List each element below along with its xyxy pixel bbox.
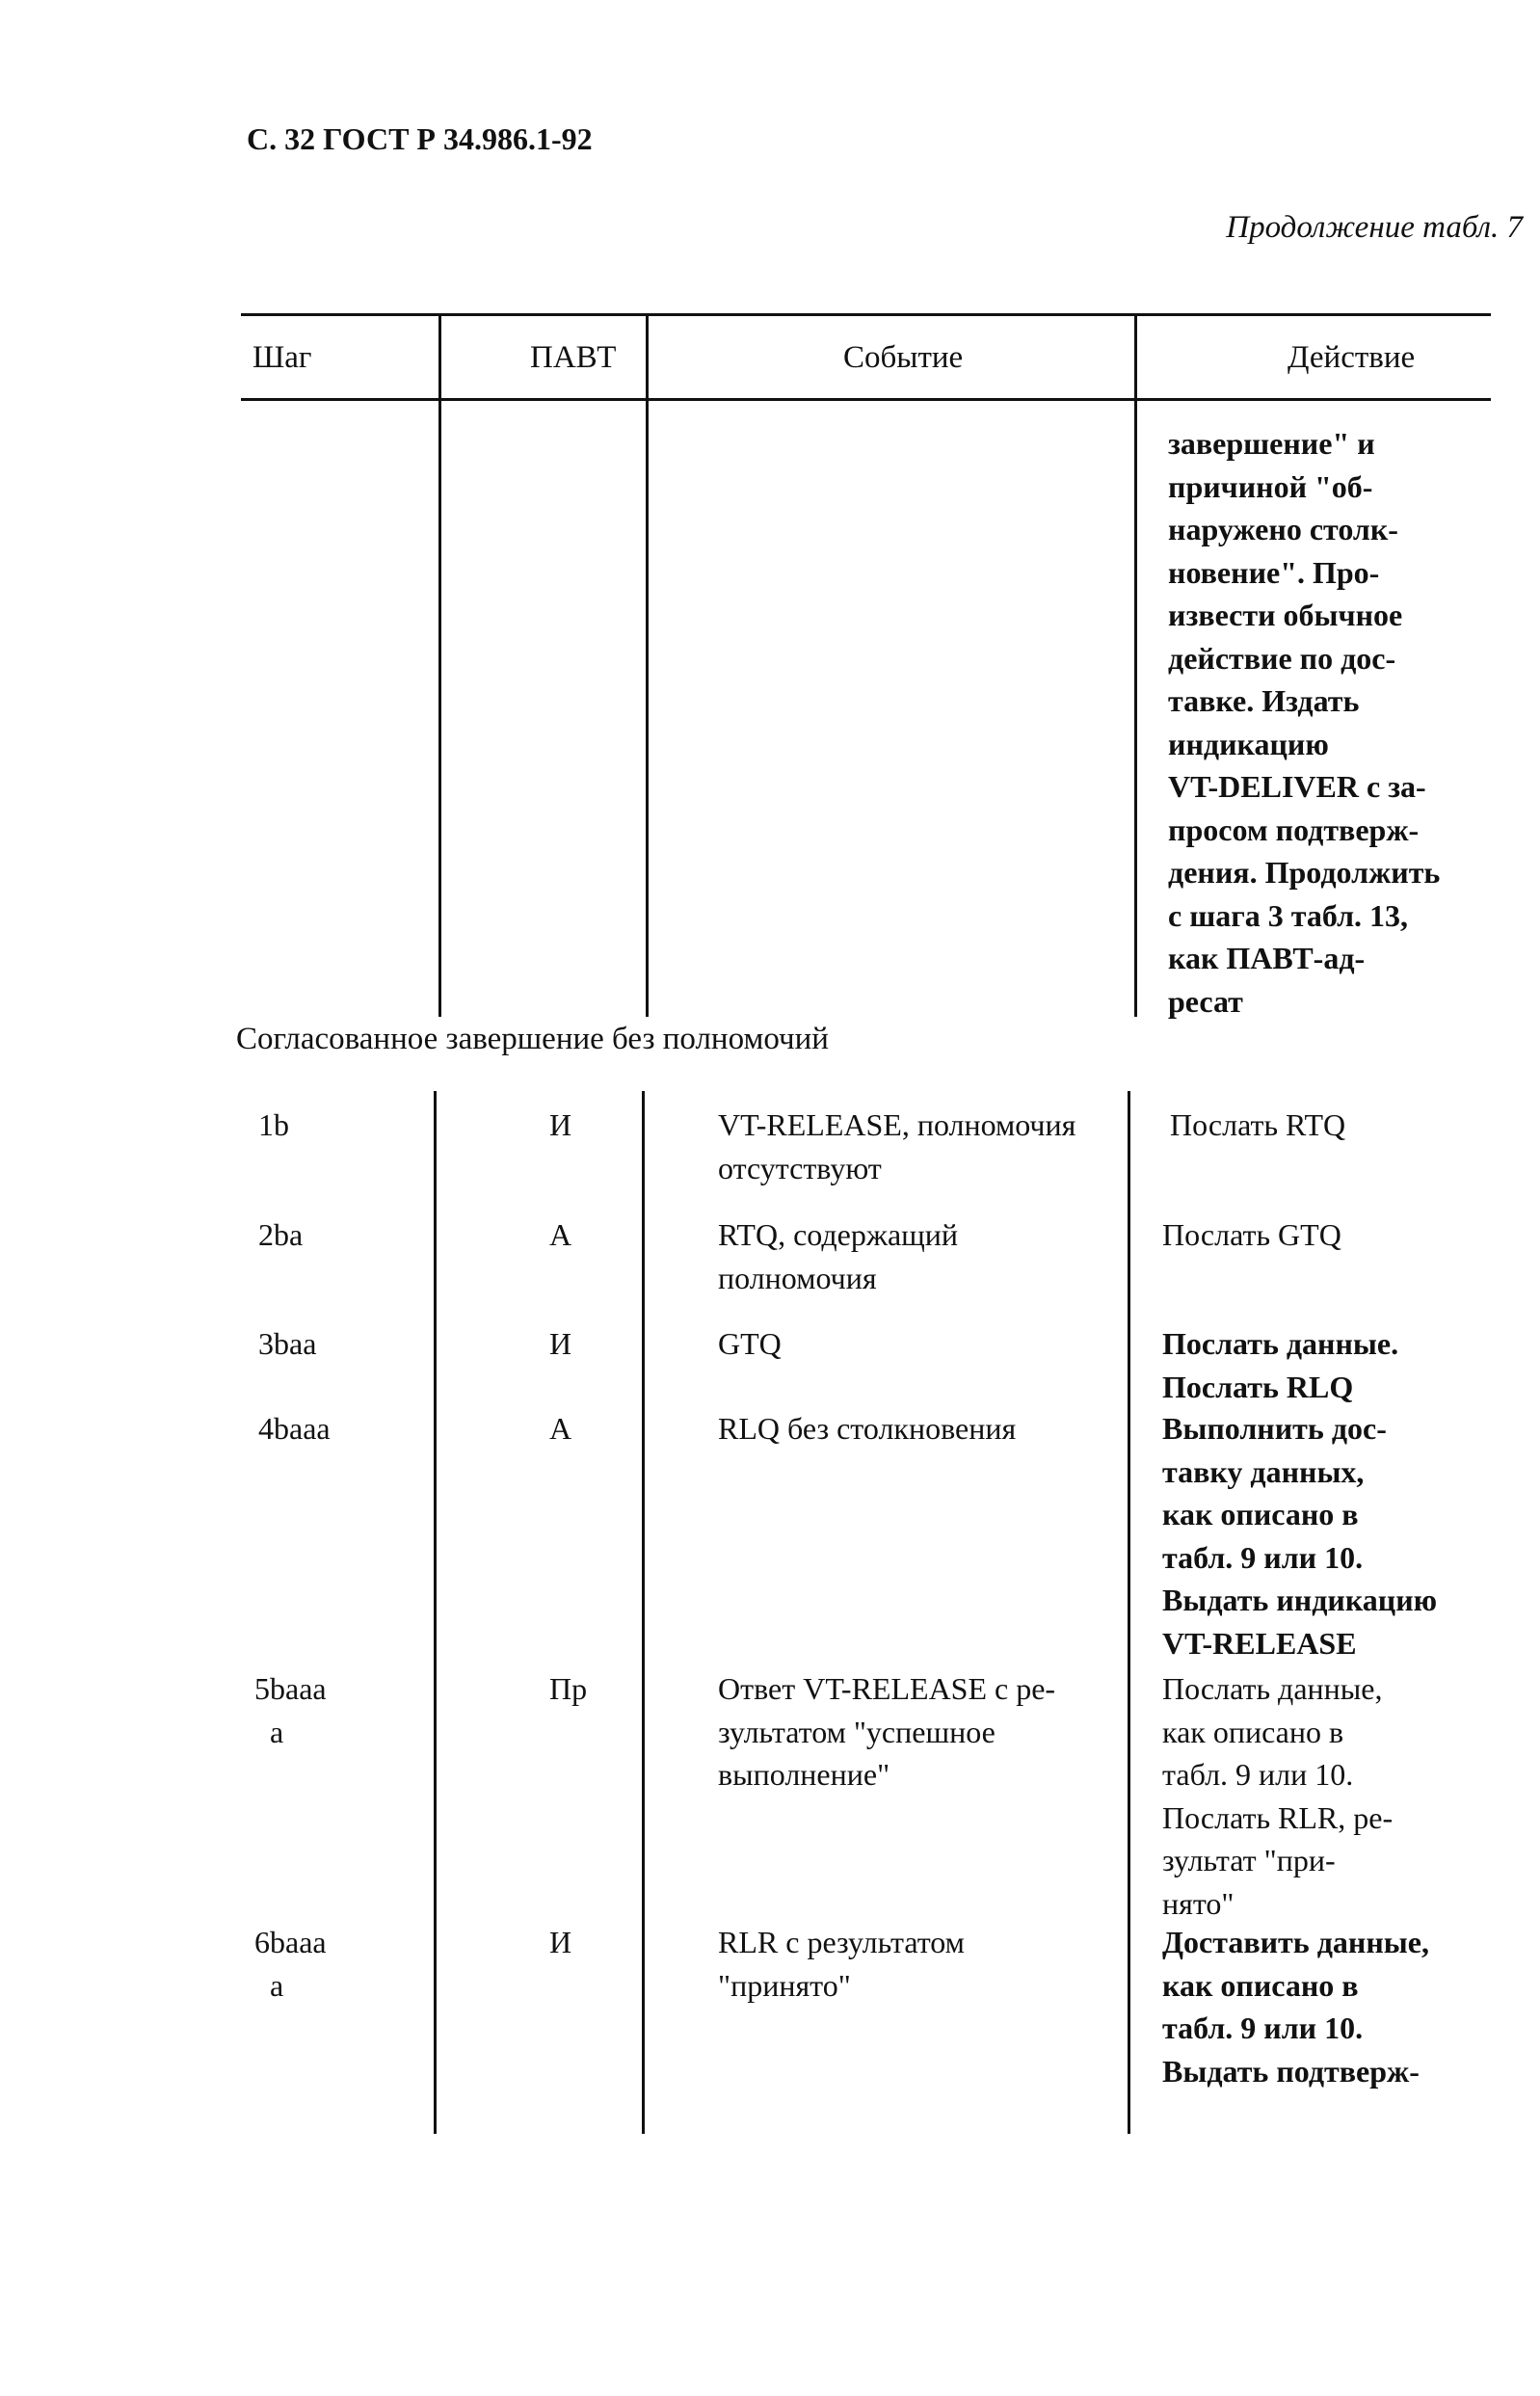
table-row-pavt: И — [549, 1107, 572, 1142]
column-divider — [438, 313, 441, 1017]
table-row-pavt: И — [549, 1925, 572, 1959]
table-row-event: RLQ без столкновения — [718, 1411, 1017, 1446]
table-row-event: RTQ, содержащий полномочия — [718, 1217, 959, 1295]
column-header-step: Шаг — [252, 340, 312, 375]
table-row-action: Выполнить дос- тавку данных, как описано в табл. 9 или 10. Выдать индикацию VT-RELEASE — [1162, 1411, 1438, 1661]
table-header-rule — [241, 398, 1491, 401]
table-row-event: VT-RELEASE, полномочия отсутствуют — [718, 1107, 1076, 1185]
table-row-action: Послать GTQ — [1162, 1217, 1341, 1252]
table-row-pavt: А — [549, 1411, 572, 1446]
table-row-action: Послать RTQ — [1170, 1107, 1346, 1142]
table-row-step: 5baaa a — [254, 1671, 327, 1749]
column-divider — [1134, 313, 1137, 1017]
column-header-event: Событие — [843, 340, 964, 375]
table-row-step: 3baa — [258, 1326, 317, 1361]
column-divider — [434, 1091, 437, 2134]
table-row-event: RLR с результатом "принято" — [718, 1925, 965, 2003]
column-divider — [646, 313, 649, 1017]
column-divider — [642, 1091, 645, 2134]
table-row-event: Ответ VT-RELEASE с ре- зультатом "успешное выполнение" — [718, 1671, 1056, 1792]
table-row-pavt: И — [549, 1326, 572, 1361]
table-row-action: Послать данные. Послать RLQ — [1162, 1326, 1399, 1404]
section-title: Согласованное завершение без полномочий — [236, 1022, 829, 1056]
column-header-pavt: ПАВТ — [530, 340, 617, 375]
table-row-step: 6baaa a — [254, 1925, 327, 2003]
table-row-action: Послать данные, как описано в табл. 9 или 10. Послать RLR, ре- зультат "при- нято" — [1162, 1671, 1394, 1921]
column-header-action: Действие — [1288, 340, 1416, 375]
table-row-pavt: А — [549, 1217, 572, 1252]
table-row-pavt: Пр — [549, 1671, 588, 1706]
table-row-step: 2ba — [258, 1217, 304, 1252]
continued-action-text: завершение" и причиной "об- наружено столк- новение". Про- извести обычное действие по дос- тавке. Издать индикацию VT-DELIVER с за- просом подтверж- дения. Продолжить с шага 3 табл. 13, как ПАВТ-ад- ресат — [1168, 426, 1441, 1019]
table-row-event: GTQ — [718, 1326, 782, 1361]
table-row-action: Доставить данные, как описано в табл. 9 или 10. Выдать подтверж- — [1162, 1925, 1429, 2089]
column-divider — [1128, 1091, 1130, 2134]
continuation-label: Продолжение табл. 7 — [1226, 210, 1523, 245]
table-row-step: 1b — [258, 1107, 289, 1142]
table-top-rule — [241, 313, 1491, 316]
page-header: С. 32 ГОСТ Р 34.986.1-92 — [247, 121, 593, 156]
table-row-step: 4baaa — [258, 1411, 331, 1446]
